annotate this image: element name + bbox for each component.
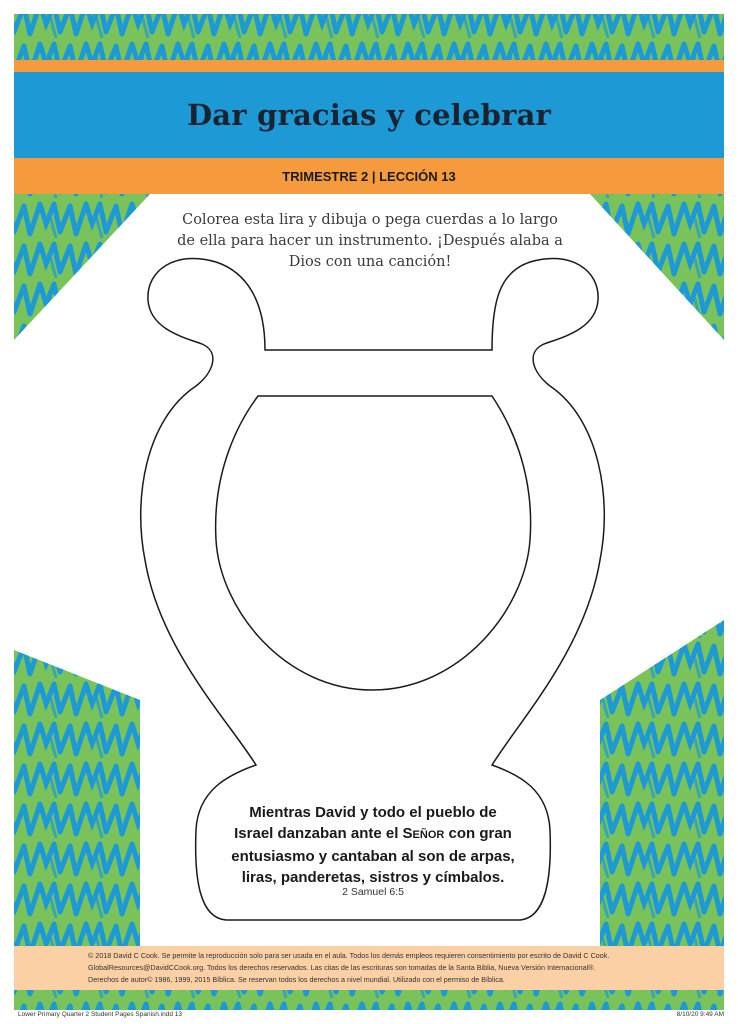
copyright-line: Derechos de autor© 1986, 1999, 2015 Bíblica. Se reservan todos los derechos a nivel mundial. Utilizado con el permiso de Bíblica. — [88, 975, 505, 984]
verse-line: Mientras David y todo el pueblo de — [249, 804, 497, 821]
verse-line: liras, panderetas, sistros y címbalos. — [241, 869, 505, 886]
bible-verse — [215, 802, 531, 888]
lesson-band — [14, 158, 724, 194]
page-title: Dar gracias y celebrar — [186, 98, 552, 132]
copyright-line: GlobalResources@DavidCCook.org. Todos los derechos reservados. Las citas de las escrituras son tomadas de la Santa Biblia, Nueva Versión Internacional®. — [88, 963, 596, 972]
print-slug-date: 8/10/20 9:49 AM — [676, 1011, 724, 1018]
instructions-line: Dios con una canción! — [288, 254, 452, 270]
verse-smallcaps: EÑOR — [412, 829, 445, 841]
instructions — [150, 210, 590, 273]
verse-line — [215, 823, 531, 846]
print-slug-file: Lower Primary Quarter 2 Student Pages Spanish.indd 13 — [18, 1011, 183, 1018]
instructions-line: Colorea esta lira y dibuja o pega cuerdas a lo largo — [182, 212, 558, 228]
instructions-line: de ella para hacer un instrumento. ¡Después alaba a — [177, 233, 563, 249]
copyright-line: © 2018 David C Cook. Se permite la reproducción solo para ser usada en el aula. Todos los demás empleos requieren consentimiento por escrito de David C Cook. — [88, 951, 610, 960]
orange-top-stripe — [14, 60, 724, 72]
verse-text: Israel danzaban ante el S — [234, 825, 413, 842]
verse-line: entusiasmo y cantaban al son de arpas, — [231, 848, 515, 865]
lesson-label: TRIMESTRE 2 | LECCIÓN 13 — [282, 168, 456, 184]
title-band — [14, 72, 724, 158]
verse-reference: 2 Samuel 6:5 — [342, 886, 404, 898]
copyright-text — [88, 950, 708, 986]
verse-text: con gran — [444, 825, 512, 842]
